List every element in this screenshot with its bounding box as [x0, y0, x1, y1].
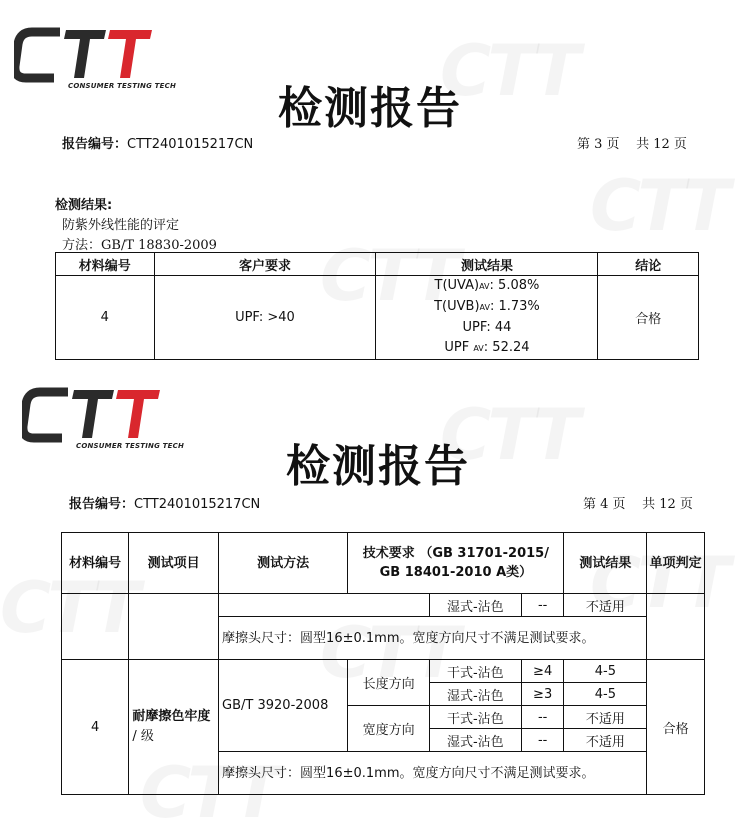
report-number — [69, 493, 260, 512]
section-item: 防紫外线性能的评定 — [62, 218, 180, 233]
header-customer-req: 客户要求 — [154, 253, 376, 276]
cell-width-direction: 宽度方向 — [348, 706, 430, 752]
header-conclusion: 结论 — [598, 253, 699, 276]
header-material-no: 材料编号 — [56, 253, 155, 276]
cell-req: ≥3 — [521, 683, 564, 706]
logo-tagline: CONSUMER TESTING TECH — [68, 82, 177, 90]
cell-length-direction: 长度方向 — [348, 660, 430, 706]
test-item-name: 耐摩擦色牢度 — [132, 709, 211, 724]
report-number — [62, 133, 253, 152]
ctt-logo — [22, 386, 185, 452]
cell-condition: 湿式-沾色 — [429, 729, 521, 752]
rubbing-fastness-table — [61, 532, 705, 795]
cell-test-item — [129, 660, 219, 795]
cell-method-empty — [219, 594, 430, 617]
report-page-4 — [0, 372, 750, 829]
header-test-item: 测试项目 — [129, 533, 219, 594]
uv-result-table — [55, 252, 699, 360]
cell-result: 不适用 — [564, 594, 647, 617]
cell-condition: 湿式-沾色 — [429, 594, 521, 617]
cell-material-no: 4 — [62, 660, 129, 795]
header-test-method: 测试方法 — [219, 533, 348, 594]
header-test-result: 测试结果 — [564, 533, 647, 594]
section-method: 方法：GB/T 18830-2009 — [62, 238, 217, 253]
test-item-unit: / 级 — [132, 729, 154, 744]
cell-result: 4-5 — [564, 683, 647, 706]
cell-condition: 干式-沾色 — [429, 706, 521, 729]
header-judgement: 单项判定 — [647, 533, 705, 594]
cell-result: 4-5 — [564, 660, 647, 683]
page-indicator: 第 3 页 共 12 页 — [577, 137, 687, 152]
ctt-logo — [14, 26, 177, 92]
table-row — [62, 660, 705, 683]
result-upf-av: UPF AV: 52.24 — [444, 340, 530, 355]
cell-material-no: 4 — [56, 276, 155, 360]
section-title: 检测结果: — [55, 198, 113, 213]
cell-req: -- — [521, 594, 564, 617]
table-header-row — [62, 533, 705, 594]
cell-item-empty — [129, 594, 219, 660]
table-row — [62, 594, 705, 617]
logo-tagline: CONSUMER TESTING TECH — [76, 442, 185, 450]
header-test-result: 测试结果 — [376, 253, 598, 276]
page-indicator: 第 4 页 共 12 页 — [583, 497, 693, 512]
report-number-label: 报告编号： — [62, 137, 128, 152]
cell-result: 不适用 — [564, 729, 647, 752]
cell-judge-empty — [647, 594, 705, 660]
report-number-label: 报告编号： — [69, 497, 135, 512]
cell-req: ≥4 — [521, 660, 564, 683]
result-tuva: T(UVA)AV: 5.08% — [434, 278, 540, 293]
table-header-row — [56, 253, 699, 276]
result-tuvb: T(UVB)AV: 1.73% — [434, 299, 540, 314]
cell-note: 摩擦头尺寸：圆型16±0.1mm。宽度方向尺寸不满足测试要求。 — [219, 752, 647, 795]
cell-condition: 干式-沾色 — [429, 660, 521, 683]
report-title: 检测报告 — [286, 441, 470, 492]
result-upf: UPF: 44 — [462, 320, 512, 335]
cell-note: 摩擦头尺寸：圆型16±0.1mm。宽度方向尺寸不满足测试要求。 — [219, 617, 647, 660]
cell-material-empty — [62, 594, 129, 660]
report-title: 检测报告 — [278, 83, 462, 134]
header-tech-req: 技术要求 （GB 31701-2015/ GB 18401-2010 A类） — [348, 533, 564, 594]
cell-condition: 湿式-沾色 — [429, 683, 521, 706]
cell-judgement: 合格 — [647, 660, 705, 795]
report-page-3 — [0, 0, 750, 370]
cell-test-method: GB/T 3920-2008 — [219, 660, 348, 752]
cell-conclusion: 合格 — [598, 276, 699, 360]
cell-requirement: UPF: >40 — [154, 276, 376, 360]
watermark — [590, 165, 726, 247]
cell-req: -- — [521, 706, 564, 729]
report-number-value: CTT2401015217CN — [134, 497, 261, 512]
header-material-no: 材料编号 — [62, 533, 129, 594]
cell-req: -- — [521, 729, 564, 752]
cell-result: 不适用 — [564, 706, 647, 729]
table-row — [56, 276, 699, 360]
report-number-value: CTT2401015217CN — [127, 137, 254, 152]
cell-results — [376, 276, 598, 360]
